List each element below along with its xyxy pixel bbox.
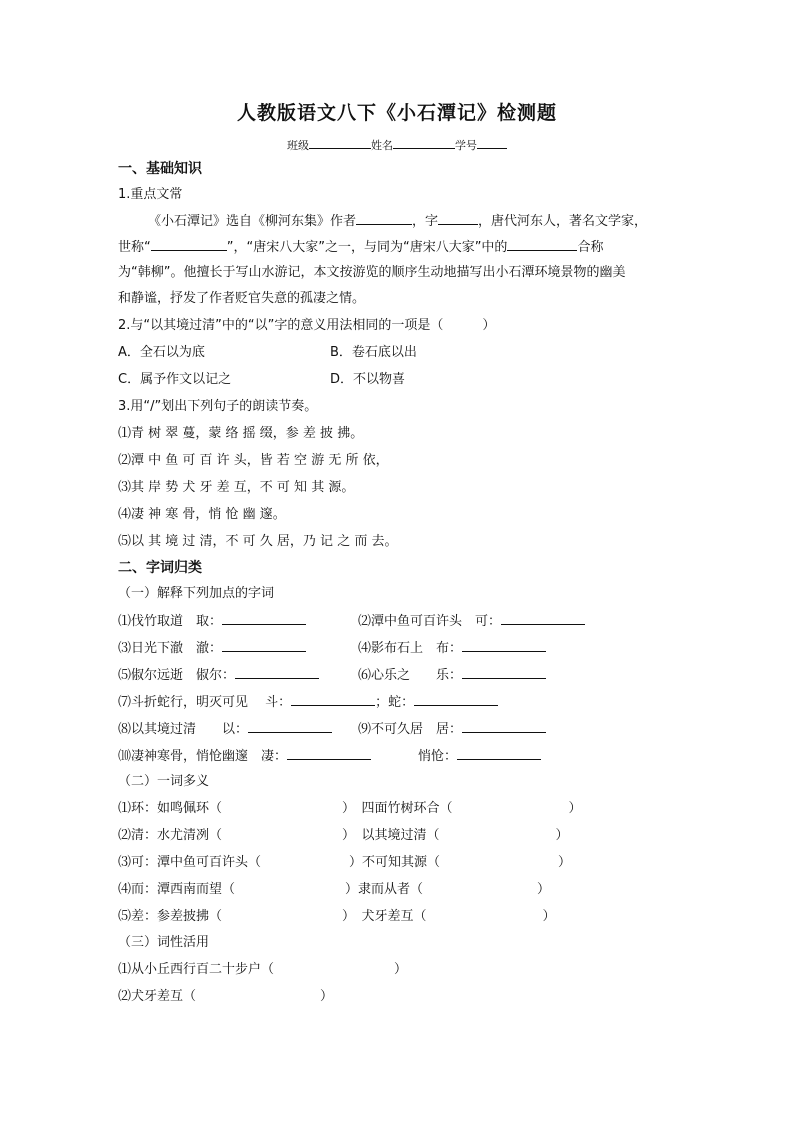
q3-item: ⑵潭 中 鱼 可 百 许 头，皆 若 空 游 无 所 依， [118,453,389,468]
q3-stem: 3.用“/”划出下列句子的朗读节奏。 [118,399,318,414]
section2-heading: 二、字词归类 [118,560,202,576]
page-title: 人教版语文八下《小石潭记》检测题 [236,102,557,124]
q1-line3: 为“韩柳”。他擅长于写山水游记，本文按游览的顺序生动地描写出小石潭环境景物的幽美 [118,265,626,280]
polysemy-row: ⑷而：潭西南而望（ ）隶而从者（ ） [118,882,551,897]
q3-item: ⑸以 其 境 过 清，不 可 久 居，乃 记 之 而 去。 [118,534,398,549]
answer-blank[interactable] [501,612,585,625]
vocab-row: ⑸俶尔远逝 俶尔： [118,666,319,685]
vocab-row: ⑺斗折蛇行，明灭可见 斗： ；蛇： [118,693,498,712]
student-info-line [0,136,794,153]
class-blank[interactable] [309,136,371,149]
q1-line4: 和静谧，抒发了作者贬官失意的孤凄之情。 [118,291,366,306]
polysemy-row: ⑵清：水尤清冽（ ） 以其境过清（ ） [118,828,569,843]
number-label: 学号 [455,139,477,152]
q2-option-b[interactable]: B．卷石底以出 [330,345,417,360]
q2-stem: 2.与“以其境过清”中的“以”字的意义用法相同的一项是（ ） [118,318,496,333]
answer-blank[interactable] [287,747,371,760]
q2-option-c[interactable]: C．属予作文以记之 [118,372,232,387]
class-label: 班级 [287,139,309,152]
number-blank[interactable] [477,136,507,149]
vocab-row: ⑹心乐之 乐： [358,666,546,685]
vocab-row: ⑴伐竹取道 取： [118,612,306,631]
answer-blank[interactable] [462,639,546,652]
conversion-row: ⑵犬牙差互（ ） [118,989,334,1004]
q1-label: 1.重点文常 [118,187,183,202]
q1-line2: 世称“ ”，“唐宋八大家”之一，与同为“唐宋八大家”中的 合称 [118,240,604,255]
q3-item: ⑴青 树 翠 蔓，蒙 络 摇 缀，参 差 披 拂。 [118,426,364,441]
vocab-row: ⑶日光下澈 澈： [118,639,306,658]
q2-option-a[interactable]: A．全石以为底 [118,345,205,360]
title-blank[interactable] [151,238,227,251]
polysemy-row: ⑶可：潭中鱼可百许头（ ）不可知其源（ ） [118,855,572,870]
q1-line1: 《小石潭记》选自《柳河东集》作者 ，字 ，唐代河东人，著名文学家， [148,214,648,229]
q2-option-d[interactable]: D．不以物喜 [330,372,406,387]
part2-heading: （二）一词多义 [118,774,210,789]
answer-blank[interactable] [457,747,541,760]
answer-blank[interactable] [222,639,306,652]
part1-heading: （一）解释下列加点的字词 [118,586,275,601]
answer-blank[interactable] [248,720,332,733]
answer-blank[interactable] [414,693,498,706]
vocab-row: ⑷影布石上 布： [358,639,546,658]
q3-item: ⑷凄 神 寒 骨，悄 怆 幽 邃。 [118,507,286,522]
vocab-row: ⑻以其境过清 以： [118,720,332,739]
part3-heading: （三）词性活用 [118,935,210,950]
answer-blank[interactable] [235,666,319,679]
answer-blank[interactable] [291,693,375,706]
vocab-row: ⑵潭中鱼可百许头 可： [358,612,585,631]
vocab-row: ⑼不可久居 居： [358,720,546,739]
polysemy-row: ⑴环：如鸣佩环（ ） 四面竹树环合（ ） [118,801,582,816]
section1-heading: 一、基础知识 [118,161,202,177]
answer-blank[interactable] [222,612,306,625]
courtesy-name-blank[interactable] [438,212,478,225]
vocab-row: ⑽凄神寒骨，悄怆幽邃 凄： [118,747,371,766]
polysemy-row: ⑸差：参差披拂（ ） 犬牙差互（ ） [118,909,556,924]
author-blank[interactable] [356,212,412,225]
conversion-row: ⑴从小丘西行百二十步户（ ） [118,962,408,977]
peer-blank[interactable] [507,238,577,251]
vocab-row: 悄怆： [418,747,541,766]
name-blank[interactable] [393,136,455,149]
name-label: 姓名 [371,139,393,152]
answer-blank[interactable] [462,666,546,679]
q3-item: ⑶其 岸 势 犬 牙 差 互，不 可 知 其 源。 [118,480,355,495]
answer-blank[interactable] [462,720,546,733]
